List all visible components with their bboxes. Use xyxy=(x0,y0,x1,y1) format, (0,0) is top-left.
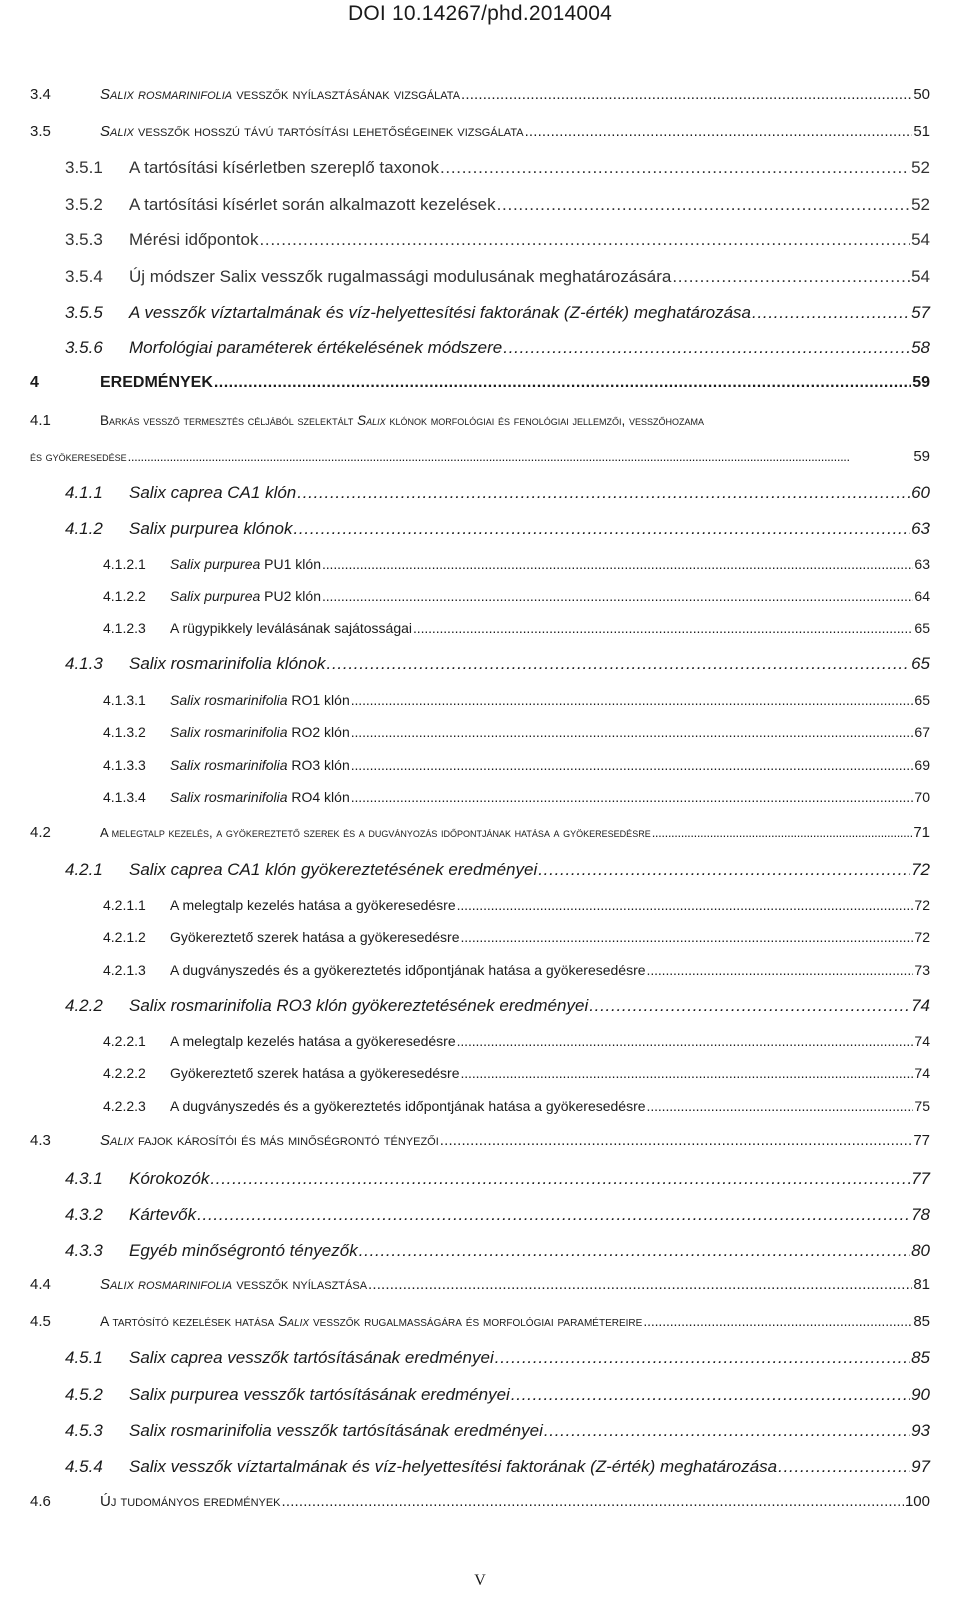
toc-entry-3-5-1[interactable] xyxy=(65,158,930,178)
toc-entry-4-3[interactable] xyxy=(30,1132,930,1149)
toc-page: 74 xyxy=(911,996,930,1015)
toc-number: 4.3.2 xyxy=(65,1205,103,1224)
toc-page: 57 xyxy=(911,303,930,322)
toc-entry-4-3-3[interactable] xyxy=(65,1241,930,1261)
toc-page: 70 xyxy=(914,789,930,805)
toc-page: 52 xyxy=(911,158,930,177)
dot-leader xyxy=(652,825,913,840)
toc-entry-4-6[interactable] xyxy=(30,1493,930,1510)
toc-page: 85 xyxy=(911,1348,930,1367)
toc-title: Gyökereztető szerek hatása a gyökeresedésre xyxy=(170,929,460,945)
toc-title: Salix rosmarinifolia klónok xyxy=(129,654,326,673)
toc-page: 59 xyxy=(912,374,930,391)
dot-leader xyxy=(351,789,914,805)
toc-number: 4.5.3 xyxy=(65,1421,103,1440)
toc-entry-4-1-3-2[interactable] xyxy=(103,724,930,740)
dot-leader xyxy=(643,1313,912,1329)
toc-entry-4-1[interactable] xyxy=(30,412,930,429)
toc-number: 4.3.1 xyxy=(65,1169,103,1188)
toc-title: Kártevők xyxy=(129,1205,197,1224)
dot-leader xyxy=(322,556,913,572)
dot-leader xyxy=(589,996,910,1016)
toc-title: A tartósító kezelések hatása Salix vesszők rugalmasságára és morfológiai paramétereire xyxy=(100,1313,643,1329)
toc-entry-4-3-1[interactable] xyxy=(65,1169,930,1189)
toc-page: 54 xyxy=(911,267,930,286)
toc-title: Új módszer Salix vesszők rugalmassági modulusának meghatározására xyxy=(129,267,672,286)
toc-entry-4-2-1-1[interactable] xyxy=(103,897,930,913)
toc-entry-4-2-2-3[interactable] xyxy=(103,1098,930,1114)
toc-page: 90 xyxy=(911,1385,930,1404)
toc-page: 59 xyxy=(913,448,930,465)
toc-page: 67 xyxy=(914,724,930,740)
toc-entry-4-5-3[interactable] xyxy=(65,1421,930,1441)
toc-page: 74 xyxy=(914,1065,930,1081)
toc-title: Salix purpurea PU1 klón xyxy=(170,556,321,572)
dot-leader xyxy=(440,1132,913,1149)
toc-entry-4-3-2[interactable] xyxy=(65,1205,930,1225)
toc-number: 4.2.2 xyxy=(65,996,103,1015)
toc-number: 3.5 xyxy=(30,123,51,140)
toc-number: 4 xyxy=(30,374,39,391)
toc-page: 80 xyxy=(911,1241,930,1260)
toc-page: 60 xyxy=(911,483,930,502)
dot-leader xyxy=(672,267,910,287)
toc-number: 4.1 xyxy=(30,412,51,429)
dot-leader xyxy=(282,1493,904,1510)
toc-entry-4-2-2-2[interactable] xyxy=(103,1065,930,1081)
toc-entry-4-2-1-2[interactable] xyxy=(103,929,930,945)
toc-title: A tartósítási kísérletben szereplő taxonok xyxy=(129,158,439,177)
toc-number: 4.2.1 xyxy=(65,860,103,879)
dot-leader xyxy=(457,897,914,913)
dot-leader xyxy=(647,962,914,978)
toc-title: Gyökereztető szerek hatása a gyökeresedésre xyxy=(170,1065,460,1081)
toc-title: Salix rosmarinifolia vesszők tartósításának eredményei xyxy=(129,1421,543,1440)
toc-entry-4-1-3-3[interactable] xyxy=(103,757,930,773)
toc-entry-4-1-3[interactable] xyxy=(65,654,930,674)
toc-page: 81 xyxy=(913,1276,930,1293)
toc-number: 4.4 xyxy=(30,1276,51,1293)
dot-leader xyxy=(359,1241,910,1261)
toc-number: 4.1.2.1 xyxy=(103,556,146,572)
toc-title: A melegtalp kezelés, a gyökereztető szerek és a dugványozás időpontjának hatása a gyökeresedésre xyxy=(100,825,651,840)
toc-page: 63 xyxy=(914,556,930,572)
toc-entry-4-1-2-2[interactable] xyxy=(103,588,930,604)
toc-page: 63 xyxy=(911,519,930,538)
toc-entry-3-5[interactable] xyxy=(30,123,930,140)
toc-number: 4.2.1.3 xyxy=(103,962,146,978)
toc-title: Salix caprea vesszők tartósításának eredményei xyxy=(129,1348,494,1367)
toc-number: 4.1.3.1 xyxy=(103,692,146,708)
toc-page: 65 xyxy=(914,692,930,708)
dot-leader xyxy=(495,1348,910,1368)
toc-entry-4-5-2[interactable] xyxy=(65,1385,930,1405)
dot-leader xyxy=(497,195,910,215)
toc-entry-4-5-1[interactable] xyxy=(65,1348,930,1368)
dot-leader xyxy=(128,449,913,464)
toc-number: 4.2.2.2 xyxy=(103,1065,146,1081)
doi-header: DOI 10.14267/phd.2014004 xyxy=(347,2,613,25)
toc-number: 4.2.2.3 xyxy=(103,1098,146,1114)
toc-number: 4.3.3 xyxy=(65,1241,103,1260)
toc-title: A vesszők víztartalmának és víz-helyettesítési faktorának (Z-érték) meghatározása xyxy=(129,303,752,322)
toc-title: Salix rosmarinifolia vesszők nyílasztása xyxy=(100,1276,368,1293)
toc-number: 3.5.1 xyxy=(65,158,103,177)
dot-leader xyxy=(752,303,910,323)
toc-page: 72 xyxy=(914,929,930,945)
toc-page: 85 xyxy=(913,1313,930,1330)
toc-number: 4.2 xyxy=(30,824,51,841)
dot-leader xyxy=(525,123,913,140)
toc-number: 3.5.5 xyxy=(65,303,103,322)
toc-title: Morfológiai paraméterek értékelésének módszere xyxy=(129,338,503,357)
toc-entry-4-1-1[interactable] xyxy=(65,483,930,503)
toc-page: 73 xyxy=(914,962,930,978)
toc-entry-4-2-2[interactable] xyxy=(65,996,930,1016)
toc-page: 74 xyxy=(914,1033,930,1049)
toc-entry-3-5-2[interactable] xyxy=(65,195,930,215)
toc-title: Salix caprea CA1 klón gyökereztetésének eredményei xyxy=(129,860,538,879)
toc-number: 4.1.2.3 xyxy=(103,620,146,636)
toc-entry-4-2-2-1[interactable] xyxy=(103,1033,930,1049)
toc-title: A rügypikkely leválásának sajátosságai xyxy=(170,620,413,636)
dot-leader xyxy=(197,1205,910,1225)
toc-number: 4.2.1.2 xyxy=(103,929,146,945)
toc-number: 4.1.2 xyxy=(65,519,103,538)
toc-page: 97 xyxy=(911,1457,930,1476)
toc-title: Kórokozók xyxy=(129,1169,210,1188)
dot-leader xyxy=(503,338,910,358)
dot-leader xyxy=(647,1098,914,1114)
toc-title: Salix purpurea vesszők tartósításának eredményei xyxy=(129,1385,510,1404)
toc-page: 51 xyxy=(913,123,930,140)
toc-page: 64 xyxy=(914,588,930,604)
toc-number: 4.1.2.2 xyxy=(103,588,146,604)
toc-page: 75 xyxy=(914,1098,930,1114)
toc-entry-4-2[interactable] xyxy=(30,824,930,841)
dot-leader xyxy=(368,1276,912,1293)
toc-page: 54 xyxy=(911,230,930,249)
toc-title: A melegtalp kezelés hatása a gyökeresedésre xyxy=(170,1033,456,1049)
dot-leader xyxy=(461,86,912,103)
toc-title: Salix rosmarinifolia RO4 klón xyxy=(170,789,350,805)
toc-title: A melegtalp kezelés hatása a gyökeresedésre xyxy=(170,897,456,913)
dot-leader xyxy=(511,1385,910,1405)
dot-leader xyxy=(259,230,910,250)
toc-entry-3-5-3[interactable] xyxy=(65,230,930,250)
toc-number: 3.4 xyxy=(30,86,51,103)
toc-entry-4-5[interactable] xyxy=(30,1313,930,1330)
toc-number: 4.5 xyxy=(30,1313,51,1330)
toc-title: Új tudományos eredmények xyxy=(100,1493,281,1510)
dot-leader xyxy=(351,757,914,773)
toc-page: 72 xyxy=(911,860,930,879)
toc-number: 4.2.2.1 xyxy=(103,1033,146,1049)
toc-page: 78 xyxy=(911,1205,930,1224)
dot-leader xyxy=(351,692,914,708)
dot-leader xyxy=(538,860,910,880)
dot-leader xyxy=(778,1457,910,1477)
toc-title: Salix rosmarinifolia RO2 klón xyxy=(170,724,350,740)
toc-entry-3-5-6[interactable] xyxy=(65,338,930,358)
toc-number: 4.1.3.2 xyxy=(103,724,146,740)
toc-title: Egyéb minőségrontó tényezők xyxy=(129,1241,358,1260)
toc-title: A dugványszedés és a gyökereztetés időpontjának hatása a gyökeresedésre xyxy=(170,1098,646,1114)
toc-title: Salix fajok károsítói és más minőségrontó tényezői xyxy=(100,1132,439,1149)
toc-title: Salix vesszők víztartalmának és víz-helyettesítési faktorának (Z-érték) meghatározása xyxy=(129,1457,778,1476)
toc-number: 3.5.6 xyxy=(65,338,103,357)
toc-entry-4-2-1[interactable] xyxy=(65,860,930,880)
dot-leader xyxy=(327,654,911,674)
dot-leader xyxy=(297,483,910,503)
toc-title: Salix purpurea PU2 klón xyxy=(170,588,321,604)
toc-number: 4.3 xyxy=(30,1132,51,1149)
toc-entry-4-4[interactable] xyxy=(30,1276,930,1293)
dot-leader xyxy=(293,519,910,539)
toc-entry-4[interactable] xyxy=(30,374,930,392)
toc-page: 100 xyxy=(904,1493,930,1510)
toc-number: 3.5.3 xyxy=(65,230,103,249)
toc-title: Salix rosmarinifolia vesszők nyílasztásának vizsgálata xyxy=(100,86,461,103)
toc-number: 4.2.1.1 xyxy=(103,897,146,913)
toc-page: 77 xyxy=(911,1169,930,1188)
toc-title: Salix purpurea klónok xyxy=(129,519,293,538)
toc-title: Salix caprea CA1 klón xyxy=(129,483,297,502)
toc-title: Salix vesszők hosszú távú tartósítási lehetőségeinek vizsgálata xyxy=(100,123,524,140)
toc-entry-3-5-5[interactable] xyxy=(65,303,930,323)
dot-leader xyxy=(461,1065,914,1081)
toc-title: Salix rosmarinifolia RO3 klón xyxy=(170,757,350,773)
toc-number: 4.5.1 xyxy=(65,1348,103,1367)
toc-page: 65 xyxy=(911,654,930,673)
toc-number: 4.1.1 xyxy=(65,483,103,502)
dot-leader xyxy=(214,374,911,392)
toc-entry-4-5-4[interactable] xyxy=(65,1457,930,1477)
dot-leader xyxy=(322,588,913,604)
toc-entry-4-1-2-3[interactable] xyxy=(103,620,930,636)
toc-number: 3.5.2 xyxy=(65,195,103,214)
toc-number: 4.1.3 xyxy=(65,654,103,673)
toc-page: 50 xyxy=(913,86,930,103)
toc-page: 65 xyxy=(914,620,930,636)
toc-title: Salix rosmarinifolia RO3 klón gyökereztetésének eredményei xyxy=(129,996,589,1015)
toc-number: 4.1.3.3 xyxy=(103,757,146,773)
toc-entry-4-2-1-3[interactable] xyxy=(103,962,930,978)
toc-number: 4.1.3.4 xyxy=(103,789,146,805)
toc-title: A dugványszedés és a gyökereztetés időpontjának hatása a gyökeresedésre xyxy=(170,962,646,978)
toc-title: Mérési időpontok xyxy=(129,230,259,249)
toc-entry-4-1-2-1[interactable] xyxy=(103,556,930,572)
toc-page: 77 xyxy=(913,1132,930,1149)
toc-number: 4.5.4 xyxy=(65,1457,103,1476)
toc-entry-3-5-4[interactable] xyxy=(65,267,930,287)
toc-page: 71 xyxy=(913,824,930,841)
dot-leader xyxy=(440,158,910,178)
toc-entry-4-1-2[interactable] xyxy=(65,519,930,539)
toc-page: 58 xyxy=(911,338,930,357)
dot-leader xyxy=(210,1169,910,1189)
toc-entry-4-1-3-1[interactable] xyxy=(103,692,930,708)
toc-entry-4-1-3-4[interactable] xyxy=(103,789,930,805)
toc-entry-4-1-cont xyxy=(30,448,930,465)
toc-entry-3-4[interactable] xyxy=(30,86,930,103)
toc-title: Barkás vessző termesztés céljából szelektált Salix klónok morfológiai és fenológiai jellemzői, vesszőhozama xyxy=(100,413,704,428)
toc-page: 72 xyxy=(914,897,930,913)
toc-title: A tartósítási kísérlet során alkalmazott kezelések xyxy=(129,195,496,214)
toc-title: Salix rosmarinifolia RO1 klón xyxy=(170,692,350,708)
toc-number: 3.5.4 xyxy=(65,267,103,286)
toc-page: 69 xyxy=(914,757,930,773)
dot-leader xyxy=(457,1033,914,1049)
page-number-roman: V xyxy=(474,1572,486,1589)
toc-number: 4.5.2 xyxy=(65,1385,103,1404)
dot-leader xyxy=(461,929,914,945)
toc-number: 4.6 xyxy=(30,1493,51,1510)
toc-title: EREDMÉNYEK xyxy=(100,374,213,391)
dot-leader xyxy=(413,620,913,636)
dot-leader xyxy=(351,724,914,740)
dot-leader xyxy=(544,1421,910,1441)
toc-title-continued: és gyökeresedése xyxy=(30,449,127,464)
toc-page: 52 xyxy=(911,195,930,214)
toc-page: 93 xyxy=(911,1421,930,1440)
